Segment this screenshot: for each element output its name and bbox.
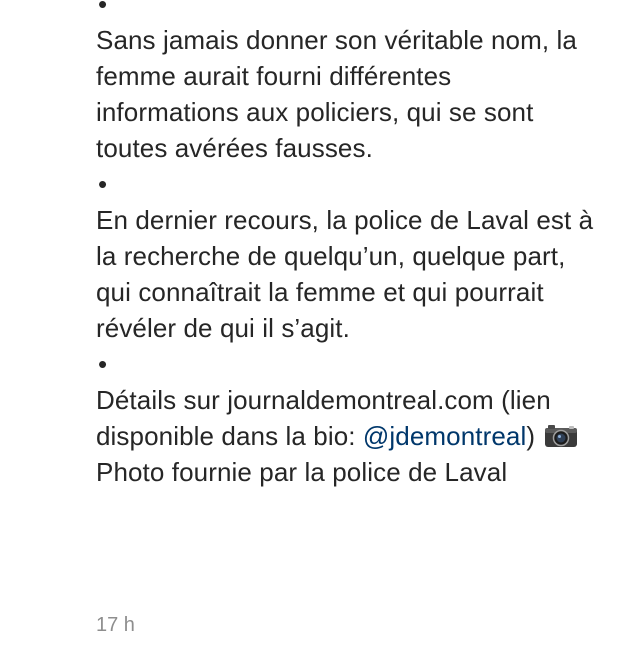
caption-paragraph-3 [96,382,596,490]
caption-paragraph-1: Sans jamais donner son véritable nom, la femme aurait fourni différentes informations aux policiers, qui se sont toutes avérées fausses. [96,25,577,163]
mention-link[interactable]: @jdemontreal [362,421,527,451]
caption-text: Photo fournie par la police de Laval [96,457,508,487]
caption-text: Détails sur journaldemontreal.com (lien disponible dans la bio: [96,385,551,451]
camera-icon [544,421,578,445]
bullet-separator: • [98,0,108,19]
post-caption [96,0,596,490]
bullet-separator: • [98,349,108,379]
bullet-separator: • [98,169,108,199]
caption-text: ) [526,421,543,451]
caption-paragraph-2: En dernier recours, la police de Laval est à la recherche de quelqu’un, quelque part, qui connaîtrait la femme et qui pourrait révéler de qui il s’agit. [96,205,594,343]
post-timestamp[interactable]: 17 h [96,614,135,636]
